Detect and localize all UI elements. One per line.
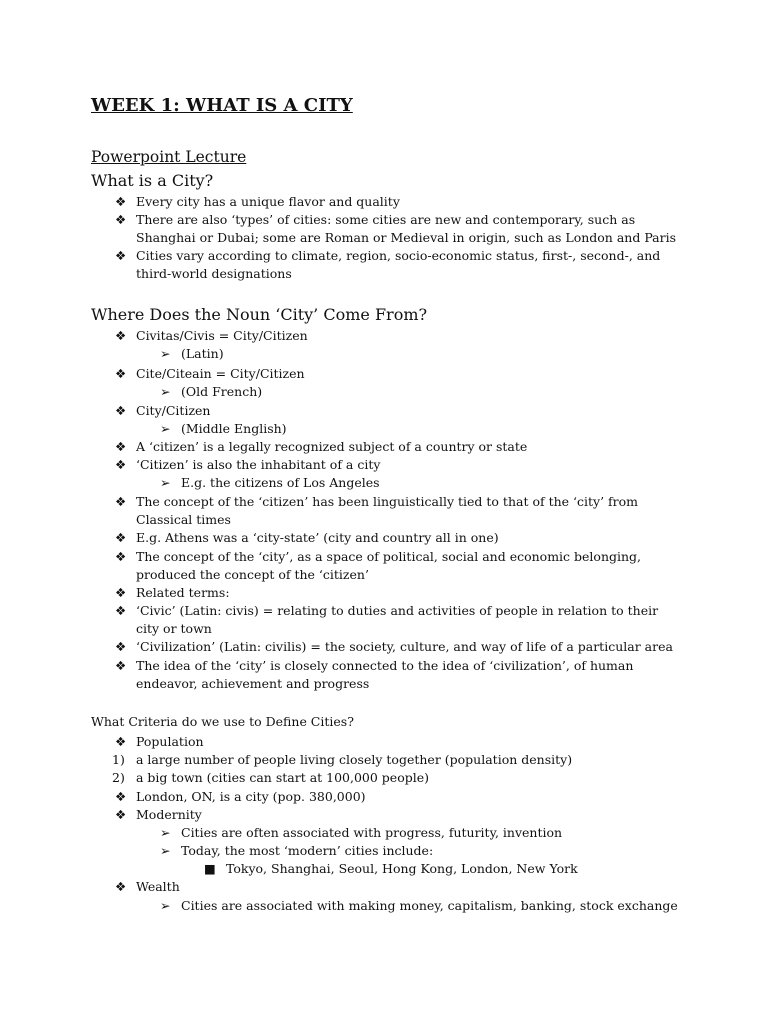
arrow-bullet-icon: ➢ <box>160 898 171 913</box>
diamond-bullet-icon: ❖ <box>115 366 127 381</box>
square-bullet-icon: ■ <box>204 861 216 876</box>
list-item: Civitas/Civis = City/Citizen <box>136 328 308 343</box>
diamond-bullet-icon: ❖ <box>115 494 127 509</box>
numbered-item: a large number of people living closely together (population density) <box>136 752 573 767</box>
sub-list-item: Today, the most ‘modern’ cities include: <box>181 843 434 858</box>
list-item-continued: Classical times <box>136 512 231 527</box>
diamond-bullet-icon: ❖ <box>115 212 127 227</box>
list-item-continued: third-world designations <box>136 266 292 281</box>
diamond-bullet-icon: ❖ <box>115 658 127 673</box>
list-item: ‘Citizen’ is also the inhabitant of a city <box>136 457 381 472</box>
list-item: Wealth <box>136 879 180 894</box>
arrow-bullet-icon: ➢ <box>160 384 171 399</box>
list-item: City/Citizen <box>136 403 211 418</box>
list-item-continued: endeavor, achievement and progress <box>136 676 370 691</box>
diamond-bullet-icon: ❖ <box>115 194 127 209</box>
list-item: Cite/Citeain = City/Citizen <box>136 366 305 381</box>
list-item: Every city has a unique flavor and quality <box>136 194 400 209</box>
sub-list-item: E.g. the citizens of Los Angeles <box>181 475 380 490</box>
diamond-bullet-icon: ❖ <box>115 248 127 263</box>
list-number: 1) <box>112 752 125 767</box>
diamond-bullet-icon: ❖ <box>115 403 127 418</box>
diamond-bullet-icon: ❖ <box>115 549 127 564</box>
list-item: ‘Civilization’ (Latin: civilis) = the society, culture, and way of life of a particular area <box>136 639 673 654</box>
sub-list-item: Cities are often associated with progress, futurity, invention <box>181 825 563 840</box>
sub-list-item: (Middle English) <box>181 421 287 436</box>
diamond-bullet-icon: ❖ <box>115 807 127 822</box>
diamond-bullet-icon: ❖ <box>115 879 127 894</box>
arrow-bullet-icon: ➢ <box>160 421 171 436</box>
section-heading-noun-city: Where Does the Noun ‘City’ Come From? <box>91 305 428 324</box>
numbered-item: a big town (cities can start at 100,000 people) <box>136 770 430 785</box>
list-item: ‘Civic’ (Latin: civis) = relating to duties and activities of people in relation to their <box>136 603 659 618</box>
list-item: There are also ‘types’ of cities: some cities are new and contemporary, such as <box>136 212 636 227</box>
list-item: The concept of the ‘citizen’ has been linguistically tied to that of the ‘city’ from <box>136 494 638 509</box>
diamond-bullet-icon: ❖ <box>115 530 127 545</box>
arrow-bullet-icon: ➢ <box>160 843 171 858</box>
sub-sub-list-item: Tokyo, Shanghai, Seoul, Hong Kong, London, New York <box>226 861 578 876</box>
list-item: The concept of the ‘city’, as a space of political, social and economic belonging, <box>136 549 642 564</box>
diamond-bullet-icon: ❖ <box>115 328 127 343</box>
list-item: The idea of the ‘city’ is closely connected to the idea of ‘civilization’, of human <box>136 658 634 673</box>
diamond-bullet-icon: ❖ <box>115 734 127 749</box>
section-heading-criteria: What Criteria do we use to Define Cities? <box>91 714 354 729</box>
section-heading-what-is-city: What is a City? <box>91 171 214 190</box>
list-item-continued: produced the concept of the ‘citizen’ <box>136 567 369 582</box>
arrow-bullet-icon: ➢ <box>160 825 171 840</box>
arrow-bullet-icon: ➢ <box>160 346 171 361</box>
arrow-bullet-icon: ➢ <box>160 475 171 490</box>
list-item: Related terms: <box>136 585 230 600</box>
diamond-bullet-icon: ❖ <box>115 457 127 472</box>
diamond-bullet-icon: ❖ <box>115 439 127 454</box>
list-item: Population <box>136 734 204 749</box>
diamond-bullet-icon: ❖ <box>115 789 127 804</box>
list-item: E.g. Athens was a ‘city-state’ (city and country all in one) <box>136 530 499 545</box>
lecture-label: Powerpoint Lecture <box>91 148 247 166</box>
list-item: Cities vary according to climate, region, socio-economic status, first-, second-, and <box>136 248 661 263</box>
list-item-continued: Shanghai or Dubai; some are Roman or Medieval in origin, such as London and Paris <box>136 230 677 245</box>
diamond-bullet-icon: ❖ <box>115 603 127 618</box>
list-item: A ‘citizen’ is a legally recognized subject of a country or state <box>136 439 528 454</box>
list-number: 2) <box>112 770 125 785</box>
diamond-bullet-icon: ❖ <box>115 639 127 654</box>
sub-list-item: Cities are associated with making money, capitalism, banking, stock exchange <box>181 898 678 913</box>
sub-list-item: (Latin) <box>181 346 224 361</box>
sub-list-item: (Old French) <box>181 384 263 399</box>
list-item: London, ON, is a city (pop. 380,000) <box>136 789 366 804</box>
list-item-continued: city or town <box>136 621 212 636</box>
diamond-bullet-icon: ❖ <box>115 585 127 600</box>
list-item: Modernity <box>136 807 202 822</box>
page-title: WEEK 1: WHAT IS A CITY <box>91 95 353 116</box>
